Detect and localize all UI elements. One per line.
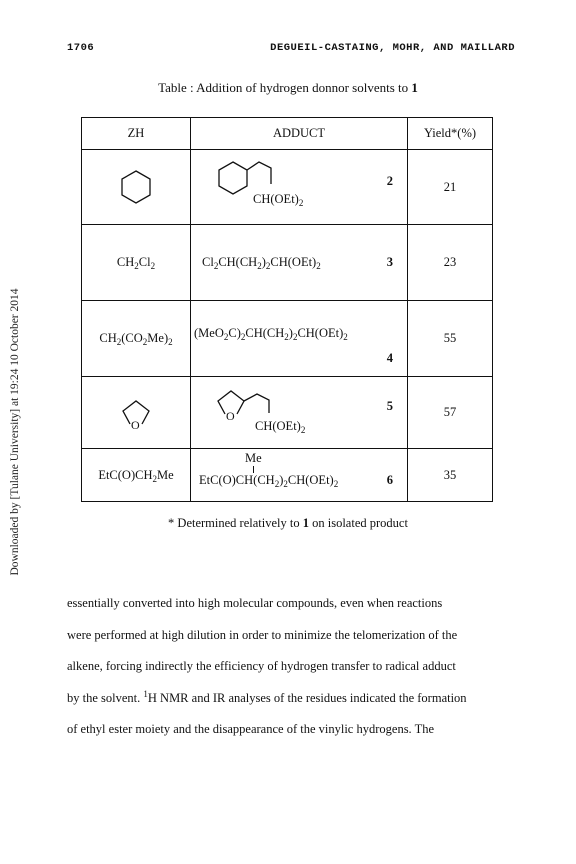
adduct-formula: $EtC(O)CH(CH_2)_2CH(OEt)_2$: [199, 473, 339, 489]
adduct-formula: $(MeO_2C)_2CH(CH_2)_2CH(OEt)_2$: [194, 326, 348, 342]
tetrahydrofuran-ring-icon: O: [116, 393, 156, 433]
results-table: [81, 117, 493, 502]
table-header-row: [82, 118, 493, 150]
yield-cell: 23: [408, 225, 493, 301]
adduct-formula: $CH(OEt)_2$: [255, 419, 306, 435]
adduct-cell: [191, 449, 408, 502]
yield-cell: 57: [408, 377, 493, 449]
substituent-bond: [253, 466, 254, 473]
compound-number: 2: [386, 174, 393, 188]
body-line: alkene, forcing indirectly the efficiency of hydrogen transfer to radical adduct: [67, 659, 456, 674]
adduct-formula: $Cl_2CH(CH_2)_2CH(OEt)_2$: [202, 255, 321, 271]
header-adduct: ADDUCT: [191, 118, 408, 150]
header-yield: Yield*(%): [408, 118, 493, 150]
zh-cell: [82, 377, 191, 449]
body-line: essentially converted into high molecular compounds, even when reactions: [67, 596, 443, 610]
running-header: [67, 42, 515, 54]
yield-cell: 21: [408, 150, 493, 225]
compound-number: 6: [386, 473, 393, 487]
adduct-cell: [191, 150, 408, 225]
yield-cell: 55: [408, 301, 493, 377]
body-paragraph: [67, 588, 513, 746]
table-row: [82, 225, 493, 301]
methyl-substituent-label: Me: [245, 451, 262, 465]
adduct-cell: [191, 301, 408, 377]
yield-cell: 35: [408, 449, 493, 502]
body-line: by the solvent. $^1$H NMR and IR analyses of the residues indicated the formation: [67, 688, 467, 705]
adduct-cell: [191, 225, 408, 301]
header-zh: ZH: [82, 118, 191, 150]
table-row: [82, 449, 493, 502]
compound-number: 3: [386, 255, 393, 269]
table-row: [82, 150, 493, 225]
adduct-cell: [191, 377, 408, 449]
zh-cell: $CH_2(CO_2Me)_2$: [82, 301, 191, 377]
zh-cell: $EtC(O)CH_2Me$: [82, 449, 191, 502]
zh-cell: $CH_2Cl_2$: [82, 225, 191, 301]
table-row: [82, 377, 493, 449]
compound-number: 4: [386, 351, 393, 365]
page-number: 1706: [67, 42, 95, 54]
table-title: Table : Addition of hydrogen donnor solvents to 1: [158, 80, 418, 95]
body-line: were performed at high dilution in order to minimize the telomerization of the: [67, 627, 458, 642]
cyclohexane-ring-icon: [116, 167, 156, 207]
zh-cell: [82, 150, 191, 225]
adduct-formula: $CH(OEt)_2$: [253, 192, 304, 208]
download-watermark: Downloaded by [Tulane University] at 19:24 10 October 2014: [9, 288, 21, 576]
author-line: DEGUEIL-CASTAING, MOHR, AND MAILLARD: [270, 42, 515, 54]
table-footnote: * Determined relatively to 1 on isolated product: [168, 516, 408, 530]
compound-number: 5: [386, 399, 393, 413]
table-row: [82, 301, 493, 377]
ring-oxygen-label: O: [226, 409, 235, 423]
body-line: of ethyl ester moiety and the disappearance of the vinylic hydrogens. The: [67, 722, 435, 737]
